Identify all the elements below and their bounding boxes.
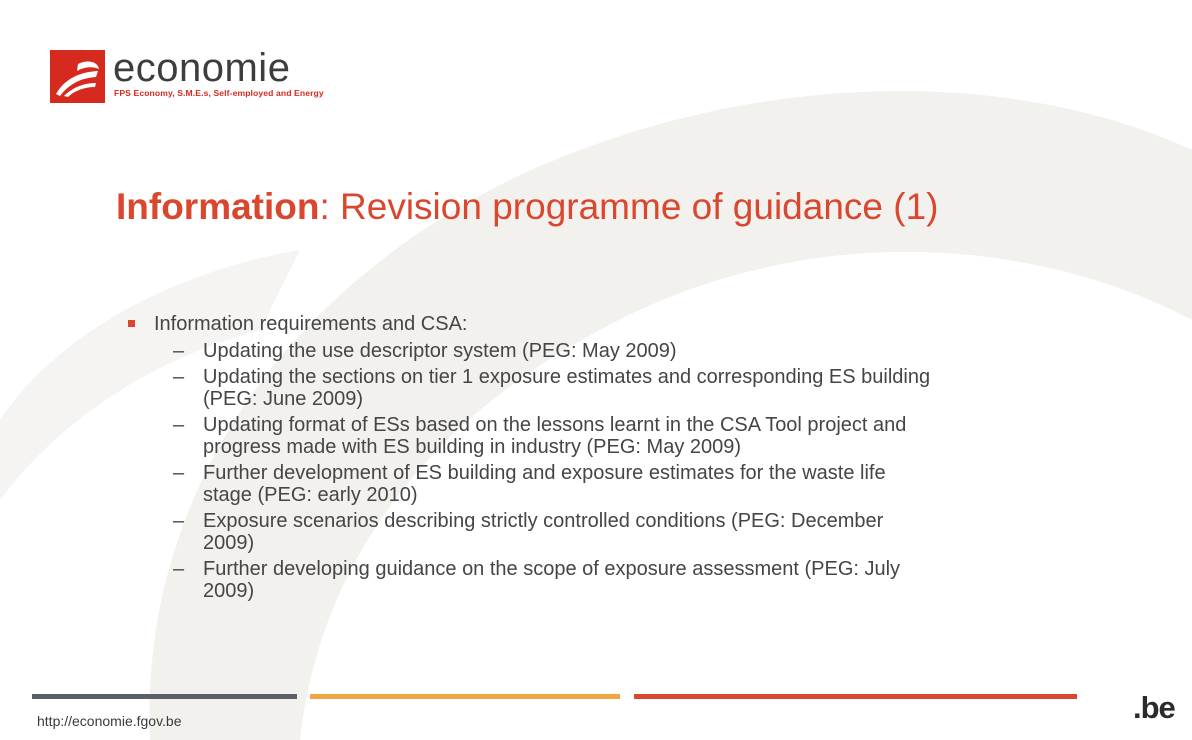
be-logo: .be [1133,690,1175,725]
sub-bullet-text: Updating format of ESs based on the lessons learnt in the CSA Tool project and [203,414,907,436]
main-bullet-text: Information requirements and CSA: [154,313,468,335]
sub-bullet-text: Exposure scenarios describing strictly controlled conditions (PEG: December [203,510,884,532]
footer-line-orange [310,694,620,699]
sub-bullet-text: progress made with ES building in industry (PEG: May 2009) [203,436,742,458]
page-title [116,186,939,228]
page-title-rest: : Revision programme of guidance (1) [319,186,939,227]
square-bullet-icon [128,320,135,327]
sub-bullet-text: Updating the use descriptor system (PEG: May 2009) [203,340,677,362]
sub-bullet-item [128,462,1088,506]
main-bullet [128,312,1088,336]
economie-logo [50,46,324,106]
sub-bullet-list [128,340,1088,602]
slide-content [128,312,1088,606]
sub-bullet-text: stage (PEG: early 2010) [203,484,418,506]
sub-bullet-item [128,510,1088,554]
sub-bullet-text: Further developing guidance on the scope of exposure assessment (PEG: July [203,558,901,580]
dash-bullet-icon: – [173,414,185,436]
dash-bullet-icon: – [173,340,185,362]
dash-bullet-icon: – [173,462,185,484]
sub-bullet-item [128,558,1088,602]
dash-bullet-icon: – [173,558,185,580]
sub-bullet-text: (PEG: June 2009) [203,388,364,410]
sub-bullet-text: Updating the sections on tier 1 exposure estimates and corresponding ES building [203,366,931,388]
page-title-bold: Information [116,186,320,227]
sub-bullet-text: 2009) [203,580,255,602]
sub-bullet-item [128,366,1088,410]
economie-logo-mark-icon [50,50,105,103]
dash-bullet-icon: – [173,366,185,388]
logo-tagline: FPS Economy, S.M.E.s, Self-employed and Energy [114,88,324,98]
sub-bullet-text: Further development of ES building and exposure estimates for the waste life [203,462,886,484]
dash-bullet-icon: – [173,510,185,532]
logo-wordmark: economie [113,46,291,90]
footer-url-link[interactable]: http://economie.fgov.be [37,713,182,729]
footer-line-gray [32,694,297,699]
sub-bullet-text: 2009) [203,532,255,554]
footer-line-red [634,694,1077,699]
sub-bullet-item [128,340,1088,362]
sub-bullet-item [128,414,1088,458]
